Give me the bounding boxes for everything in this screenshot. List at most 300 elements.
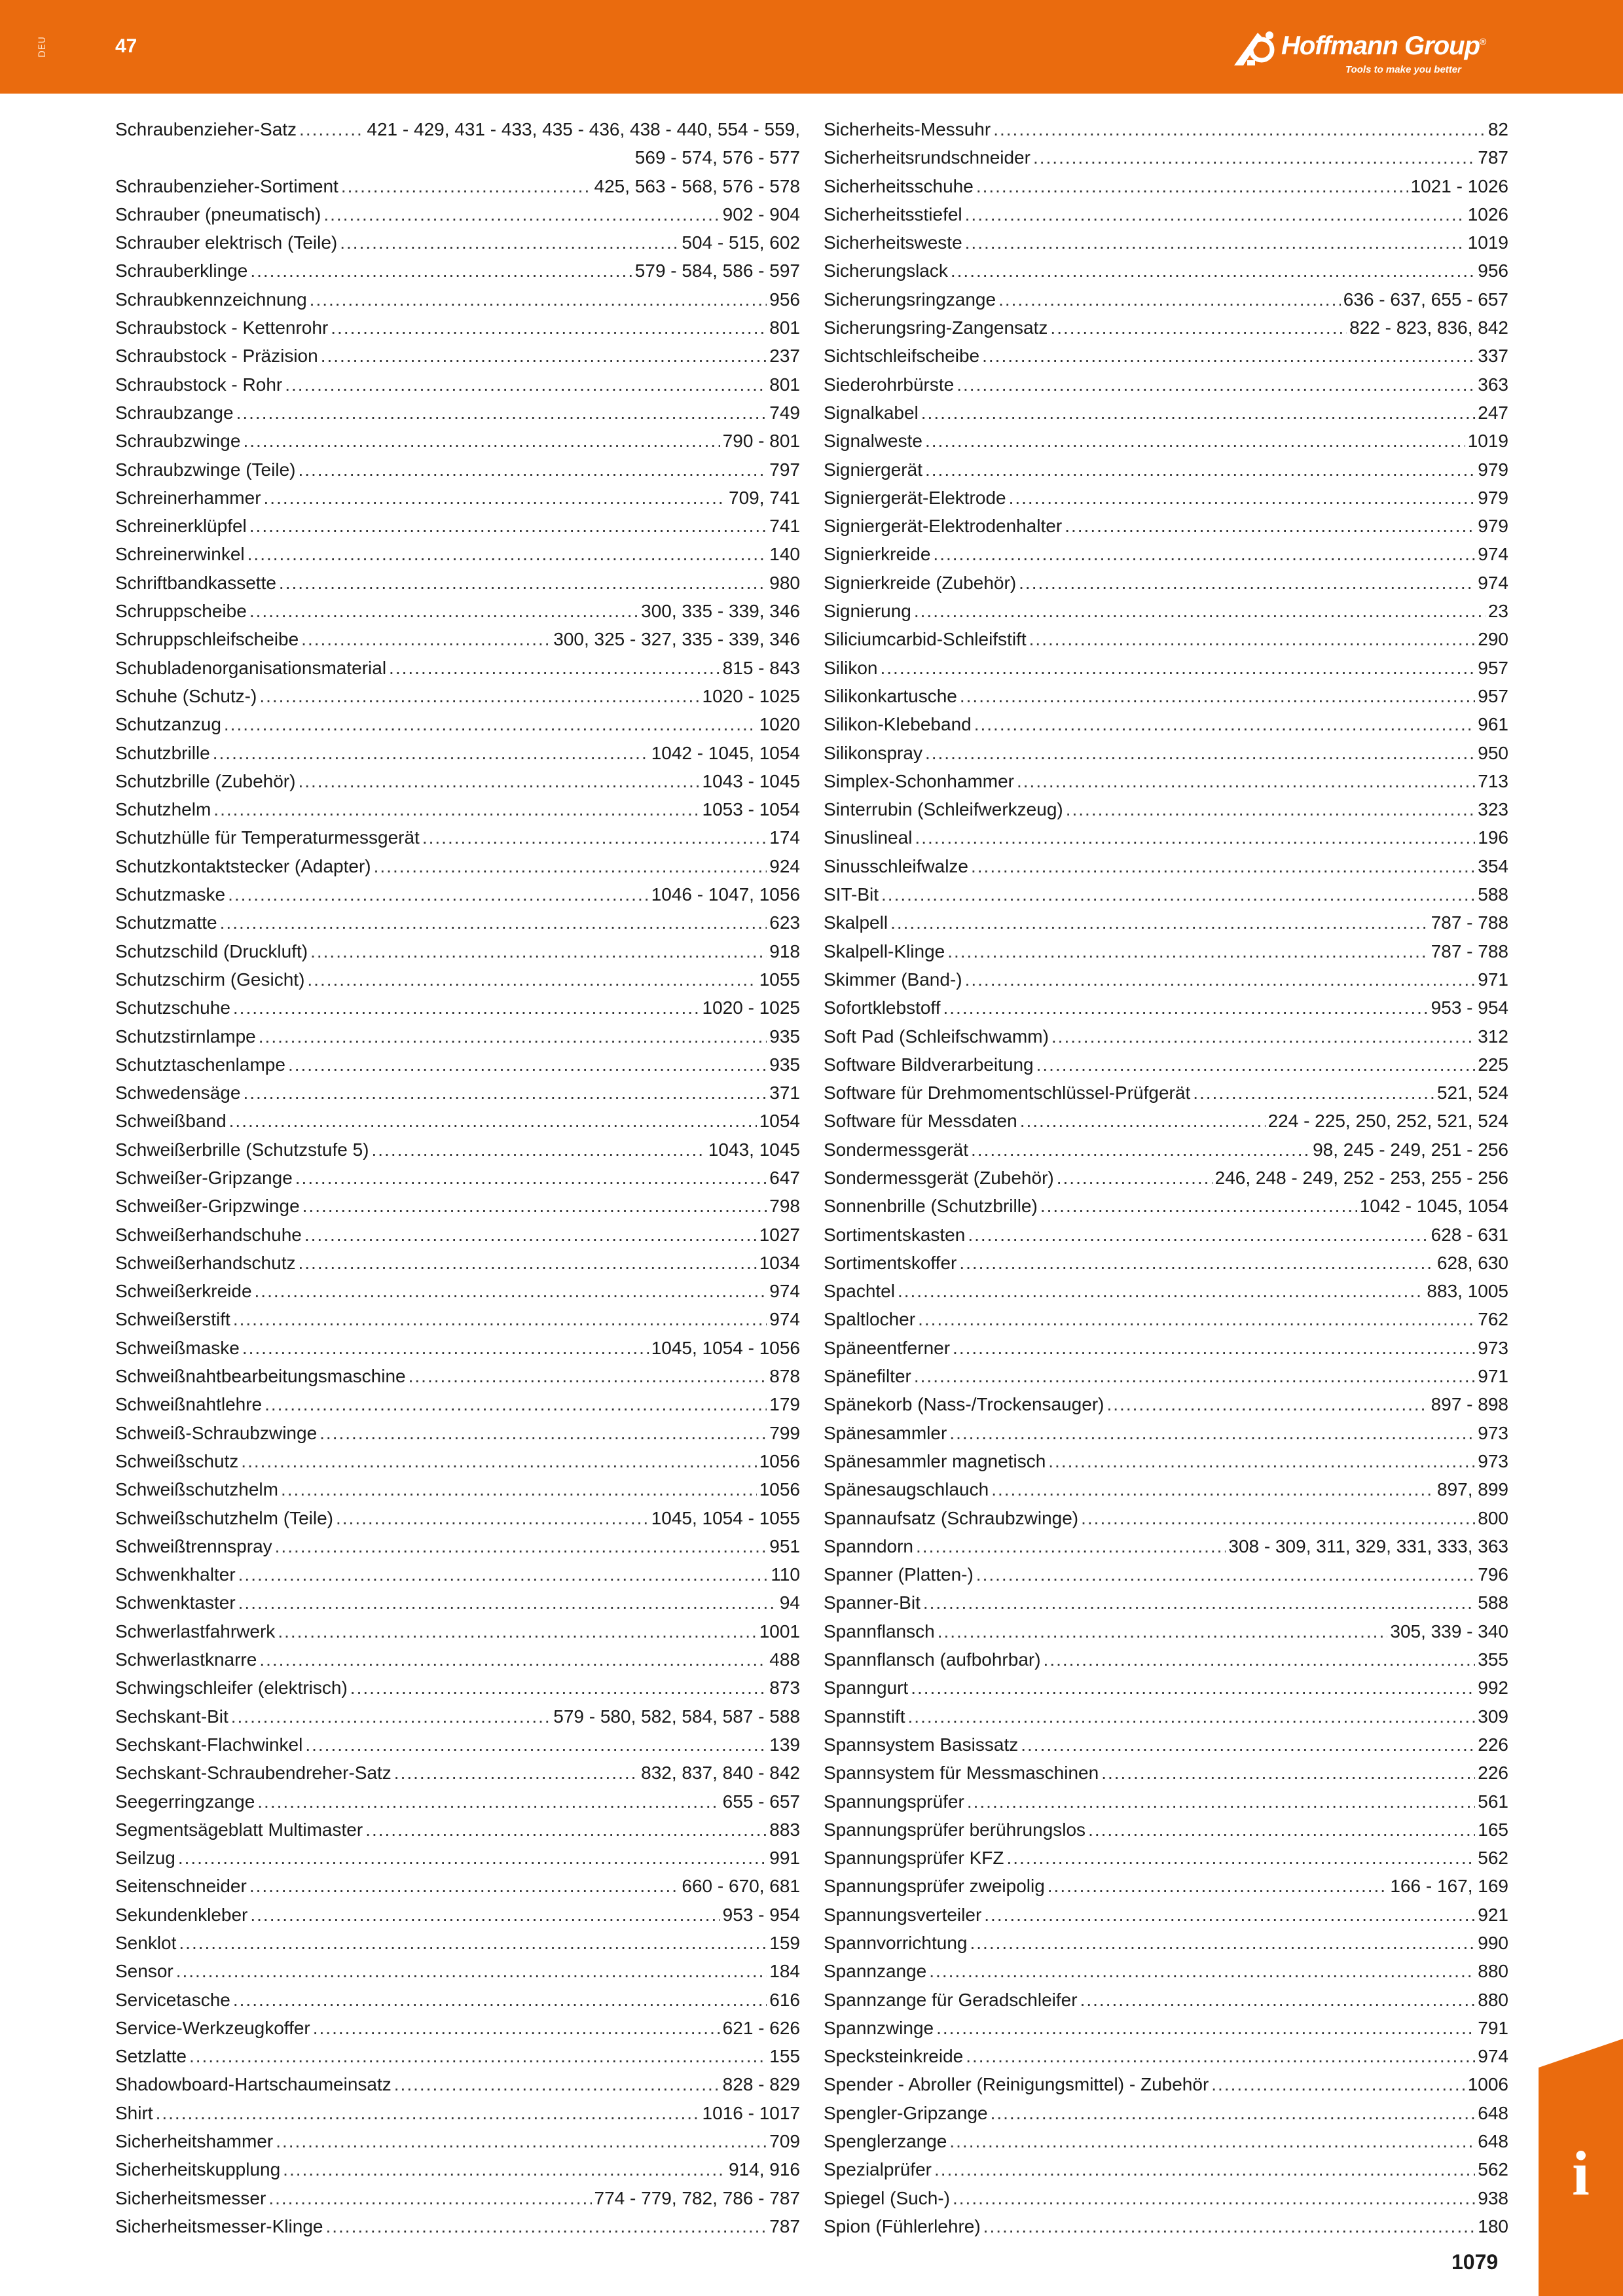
dot-leader: [943, 994, 1428, 1022]
dot-leader: [916, 1532, 1226, 1560]
dot-leader: [264, 1390, 767, 1418]
dot-leader: [918, 1305, 1475, 1333]
index-pages: 1053 - 1054: [702, 799, 800, 820]
index-entry: [824, 1901, 1508, 1929]
index-term: Schruppschleifscheibe: [115, 629, 299, 650]
index-term: Schweißtrennspray: [115, 1535, 272, 1556]
index-entry: [115, 1674, 800, 1702]
index-pages: 956: [769, 289, 800, 310]
index-entry: [824, 1136, 1508, 1164]
index-pages: 974: [769, 1281, 800, 1302]
index-entry: [115, 1532, 800, 1560]
index-term: Schwingschleifer (elektrisch): [115, 1677, 348, 1698]
index-term: Sechskant-Schraubendreher-Satz: [115, 1763, 392, 1784]
index-term: Sechskant-Bit: [115, 1706, 228, 1727]
index-term: Sicherungsringzange: [824, 289, 996, 310]
index-entry: [824, 908, 1508, 937]
index-pages: 709, 741: [729, 487, 800, 508]
dot-leader: [925, 427, 1465, 455]
index-entry: [115, 342, 800, 370]
index-entry: [824, 1221, 1508, 1249]
dot-leader: [1048, 1447, 1475, 1475]
index-pages: 921: [1478, 1904, 1508, 1925]
dot-leader: [991, 2099, 1476, 2127]
index-term: Schwenktaster: [115, 1592, 236, 1613]
dot-leader: [1065, 512, 1475, 540]
index-pages: 787 - 788: [1431, 941, 1508, 961]
dot-leader: [938, 1617, 1388, 1645]
dot-leader: [1050, 314, 1347, 342]
index-pages: 1027: [759, 1224, 800, 1245]
index-term: Signierkreide (Zubehör): [824, 572, 1017, 593]
index-pages: 648: [1478, 2131, 1508, 2152]
dot-leader: [914, 1362, 1475, 1390]
info-icon: i: [1572, 2138, 1590, 2208]
index-entry: [824, 1787, 1508, 1816]
index-pages: 323: [1478, 799, 1508, 820]
index-term: Sicherheitsstiefel: [824, 204, 962, 224]
index-entry: [115, 1221, 800, 1249]
index-term: Skimmer (Band-): [824, 969, 962, 990]
index-entry: [824, 937, 1508, 965]
index-pages: 139: [769, 1734, 800, 1755]
index-term: Schutzschuhe: [115, 997, 230, 1018]
index-term: Sechskant-Flachwinkel: [115, 1734, 303, 1755]
index-pages: 1042 - 1045, 1054: [1359, 1196, 1508, 1217]
index-pages: 312: [1478, 1026, 1508, 1047]
dot-leader: [249, 597, 638, 625]
index-term: Sinterrubin (Schleifwerkzeug): [824, 799, 1063, 820]
index-pages: 660 - 670, 681: [682, 1876, 800, 1897]
index-pages: 971: [1478, 969, 1508, 990]
index-pages: 1016 - 1017: [702, 2102, 800, 2123]
index-pages: 796: [1478, 1564, 1508, 1585]
dot-leader: [279, 569, 767, 597]
index-term: Schutzbrille (Zubehör): [115, 770, 296, 791]
index-pages: 791: [1478, 2017, 1508, 2038]
dot-leader: [299, 115, 364, 143]
index-pages: 973: [1478, 1450, 1508, 1471]
index-pages: 961: [1478, 714, 1508, 735]
dot-leader: [1051, 1022, 1475, 1050]
dot-leader: [275, 1532, 767, 1560]
index-pages: 636 - 637, 655 - 657: [1343, 289, 1508, 310]
index-term: Schraubzwinge (Teile): [115, 459, 296, 480]
dot-leader: [1009, 484, 1476, 512]
dot-leader: [313, 2014, 720, 2042]
index-term: Schraubkennzeichnung: [115, 289, 307, 310]
index-entry: [824, 2155, 1508, 2183]
index-pages: 579 - 584, 586 - 597: [634, 260, 800, 281]
index-pages: 1042 - 1045, 1054: [651, 742, 800, 763]
dot-leader: [1017, 767, 1475, 795]
dot-leader: [951, 257, 1475, 285]
index-term: Signalweste: [824, 431, 922, 452]
index-term: Schutzhülle für Temperaturmessgerät: [115, 827, 420, 848]
index-pages: 1043, 1045: [708, 1139, 800, 1160]
index-entry: [115, 654, 800, 682]
index-entry: [115, 1107, 800, 1135]
index-entry: [115, 1901, 800, 1929]
index-pages: 94: [779, 1592, 800, 1613]
index-pages: 741: [769, 516, 800, 537]
index-term: Software für Messdaten: [824, 1111, 1017, 1132]
index-pages: 623: [769, 912, 800, 933]
index-pages: 799: [769, 1422, 800, 1443]
index-pages: 588: [1478, 1592, 1508, 1613]
index-entry: [115, 965, 800, 994]
dot-leader: [921, 399, 1476, 427]
index-entry: [824, 1532, 1508, 1560]
index-pages: 790 - 801: [722, 431, 800, 452]
dot-leader: [298, 1249, 756, 1277]
index-entry: [824, 852, 1508, 880]
index-pages: 897 - 898: [1431, 1394, 1508, 1415]
dot-leader: [960, 682, 1475, 710]
dot-leader: [966, 2042, 1475, 2070]
index-pages: 226: [1478, 1734, 1508, 1755]
index-pages: 979: [1478, 487, 1508, 508]
index-pages: 1019: [1467, 431, 1508, 452]
dot-leader: [1081, 1504, 1475, 1532]
index-entry: [824, 1277, 1508, 1305]
dot-leader: [323, 200, 720, 228]
index-entry: [115, 285, 800, 314]
dot-leader: [965, 200, 1465, 228]
dot-leader: [220, 908, 767, 937]
index-pages: 801: [769, 374, 800, 395]
index-pages: 924: [769, 855, 800, 876]
index-entry: [115, 625, 800, 653]
dot-leader: [984, 1901, 1475, 1929]
index-term: Silikon: [824, 657, 878, 678]
index-pages: 521, 524: [1437, 1083, 1508, 1103]
index-term: Service-Werkzeugkoffer: [115, 2017, 310, 2038]
index-entry: [824, 1702, 1508, 1731]
index-entry: [115, 1022, 800, 1050]
index-entry: [824, 399, 1508, 427]
index-entry: [824, 1475, 1508, 1503]
index-term: Spanndorn: [824, 1535, 914, 1556]
index-entry: [115, 852, 800, 880]
index-entry: [824, 1419, 1508, 1447]
index-pages: 179: [769, 1394, 800, 1415]
index-entry: [824, 2184, 1508, 2212]
dot-leader: [247, 540, 767, 568]
dot-leader: [228, 880, 649, 908]
index-entry: [115, 257, 800, 285]
index-entry: [824, 200, 1508, 228]
dot-leader: [1021, 1731, 1475, 1759]
index-pages: 1043 - 1045: [702, 770, 800, 791]
index-entry: [824, 314, 1508, 342]
index-pages: 878: [769, 1366, 800, 1387]
index-pages: 1055: [759, 969, 800, 990]
index-pages: 1006: [1467, 2074, 1508, 2095]
dot-leader: [925, 739, 1475, 767]
index-pages: 980: [769, 572, 800, 593]
index-pages: 98, 245 - 249, 251 - 256: [1313, 1139, 1508, 1160]
index-entry: [824, 115, 1508, 143]
index-pages: 883, 1005: [1427, 1281, 1508, 1302]
index-term: Spengler-Gripzange: [824, 2102, 988, 2123]
index-pages: 155: [769, 2046, 800, 2067]
index-term: Skalpell: [824, 912, 888, 933]
index-term: Seilzug: [115, 1848, 175, 1869]
dot-leader: [340, 228, 679, 257]
index-term: Senklot: [115, 1933, 177, 1953]
index-pages: 110: [771, 1564, 800, 1585]
index-entry: [115, 1419, 800, 1447]
index-entry: [824, 2070, 1508, 2098]
index-term: Spannungsverteiler: [824, 1904, 982, 1925]
dot-leader: [268, 2184, 591, 2212]
index-pages: 974: [1478, 572, 1508, 593]
index-entry: [115, 823, 800, 852]
index-term: Spannsystem Basissatz: [824, 1734, 1019, 1755]
dot-leader: [911, 1674, 1475, 1702]
index-term: Schruppscheibe: [115, 601, 247, 622]
dot-leader: [310, 937, 767, 965]
index-pages: 1034: [759, 1252, 800, 1273]
index-pages: 815 - 843: [722, 657, 800, 678]
index-entry: [824, 1107, 1508, 1135]
index-term: Spannflansch: [824, 1621, 935, 1641]
dot-leader: [970, 1929, 1475, 1957]
index-pages: 504 - 515, 602: [682, 232, 800, 253]
dot-leader: [936, 2014, 1475, 2042]
dot-leader: [233, 1986, 767, 2014]
index-term: Schraubzwinge: [115, 431, 241, 452]
dot-leader: [983, 2212, 1476, 2240]
index-term: Schutzmaske: [115, 884, 226, 905]
index-pages: 914, 916: [729, 2159, 800, 2180]
dot-leader: [189, 2042, 767, 2070]
index-entry: [115, 1277, 800, 1305]
index-entry: [115, 2042, 800, 2070]
index-term: Seitenschneider: [115, 1876, 247, 1897]
dot-leader: [914, 597, 1486, 625]
index-term: Schraubenzieher-Sortiment: [115, 175, 338, 196]
dot-leader: [238, 1588, 777, 1617]
index-pages: 628, 630: [1437, 1252, 1508, 1273]
index-pages: 953 - 954: [722, 1904, 800, 1925]
index-entry: [824, 1731, 1508, 1759]
dot-leader: [259, 682, 699, 710]
index-entry: [115, 1050, 800, 1079]
index-entry: [115, 456, 800, 484]
index-entry: [115, 1645, 800, 1674]
index-pages: 1045, 1054 - 1055: [651, 1507, 800, 1528]
dot-leader: [255, 1277, 767, 1305]
dot-leader: [976, 1560, 1475, 1588]
index-entry: [824, 965, 1508, 994]
dot-leader: [233, 994, 700, 1022]
dot-leader: [1057, 1164, 1213, 1192]
index-term: Software Bildverarbeitung: [824, 1054, 1034, 1075]
index-entry: [115, 1731, 800, 1759]
index-entry: [115, 427, 800, 455]
index-term: Schwenkhalter: [115, 1564, 236, 1585]
index-term: Sicherheitsweste: [824, 232, 962, 253]
index-entry: [824, 1560, 1508, 1588]
dot-leader: [965, 965, 1476, 994]
dot-leader: [304, 1221, 757, 1249]
index-pages: 225: [1478, 1054, 1508, 1075]
index-term: Sicherheitskupplung: [115, 2159, 281, 2180]
index-term: Schutzanzug: [115, 714, 221, 735]
index-entry: [115, 1079, 800, 1107]
index-entry: [824, 257, 1508, 285]
index-pages: 290: [1478, 629, 1508, 650]
dot-leader: [1019, 569, 1475, 597]
index-pages: 762: [1478, 1309, 1508, 1330]
index-term: Spannflansch (aufbohrbar): [824, 1649, 1041, 1670]
dot-leader: [371, 1136, 705, 1164]
index-entry: [824, 739, 1508, 767]
index-pages: 616: [769, 1989, 800, 2010]
index-pages: 992: [1478, 1677, 1508, 1698]
index-term: Schraubstock - Kettenrohr: [115, 317, 329, 338]
index-entry: [115, 2014, 800, 2042]
dot-leader: [179, 1929, 767, 1957]
dot-leader: [993, 115, 1486, 143]
dot-leader: [281, 1475, 757, 1503]
dot-leader: [1066, 795, 1476, 823]
index-pages: 974: [1478, 2046, 1508, 2067]
index-term: Spanngurt: [824, 1677, 909, 1698]
dot-leader: [241, 1447, 756, 1475]
index-term: Schreinerwinkel: [115, 544, 245, 565]
index-term: Schweißer-Gripzange: [115, 1167, 293, 1188]
index-pages: 918: [769, 941, 800, 961]
index-term: Schraubenzieher-Satz: [115, 119, 297, 139]
index-entry: [824, 1844, 1508, 1872]
dot-leader: [971, 1136, 1310, 1164]
index-pages: 990: [1478, 1933, 1508, 1953]
index-term: Schrauberklinge: [115, 260, 248, 281]
dot-leader: [915, 823, 1475, 852]
index-term: Signierkreide: [824, 544, 931, 565]
dot-leader: [264, 484, 726, 512]
index-entry: [115, 228, 800, 257]
index-term: Schraubzange: [115, 402, 234, 423]
index-entry: [824, 484, 1508, 512]
index-entry: [115, 399, 800, 427]
index-entry: [115, 1702, 800, 1731]
index-term: Schutzkontaktstecker (Adapter): [115, 855, 371, 876]
index-term: Schriftbandkassette: [115, 572, 276, 593]
index-term: Schraubstock - Rohr: [115, 374, 283, 395]
index-pages: 562: [1478, 2159, 1508, 2180]
index-entry: [115, 710, 800, 738]
index-pages: 979: [1478, 516, 1508, 537]
dot-leader: [310, 285, 767, 314]
dot-leader: [1106, 1390, 1428, 1418]
dot-leader: [233, 1305, 767, 1333]
dot-leader: [925, 456, 1475, 484]
index-pages: 23: [1487, 601, 1508, 622]
index-term: Spannsystem für Messmaschinen: [824, 1763, 1099, 1784]
index-term: Sicherungsring-Zangensatz: [824, 317, 1048, 338]
index-term: Software für Drehmomentschlüssel-Prüfgerät: [824, 1083, 1191, 1103]
index-entry: [115, 2099, 800, 2127]
index-term: Spanner-Bit: [824, 1592, 921, 1613]
index-pages: 246, 248 - 249, 252 - 253, 255 - 256: [1214, 1167, 1508, 1188]
index-term: Soft Pad (Schleifschwamm): [824, 1026, 1049, 1047]
index-entry: [115, 2184, 800, 2212]
index-pages: 797: [769, 459, 800, 480]
dot-leader: [1036, 1050, 1476, 1079]
index-pages: 184: [769, 1961, 800, 1982]
index-term: Spannvorrichtung: [824, 1933, 968, 1953]
index-pages: 801: [769, 317, 800, 338]
index-entry: [824, 1022, 1508, 1050]
index-entry: [824, 1617, 1508, 1645]
index-term: Siederohrbürste: [824, 374, 955, 395]
dot-leader: [285, 370, 767, 399]
dot-leader: [394, 2070, 720, 2098]
index-entry: [824, 1872, 1508, 1900]
index-entry: [115, 937, 800, 965]
index-term: Spänesaugschlauch: [824, 1479, 989, 1500]
index-pages: 309: [1478, 1706, 1508, 1727]
index-entry: [115, 994, 800, 1022]
index-term: Silikonkartusche: [824, 685, 957, 706]
index-pages: 873: [769, 1677, 800, 1698]
index-term: Spannungsprüfer: [824, 1791, 964, 1812]
index-entry: [824, 994, 1508, 1022]
index-entry: [115, 2212, 800, 2240]
index-entry: [115, 1787, 800, 1816]
index-entry: [115, 370, 800, 399]
dot-leader: [422, 823, 767, 852]
index-term: Schweißnahtlehre: [115, 1394, 263, 1415]
dot-leader: [276, 2127, 767, 2155]
index-term: Sicherheitsschuhe: [824, 175, 974, 196]
index-term: Silikonspray: [824, 742, 922, 763]
index-entry: [824, 456, 1508, 484]
dot-leader: [982, 342, 1475, 370]
index-entry: [824, 682, 1508, 710]
index-term: Schweißschutzhelm: [115, 1479, 278, 1500]
index-term: Spannungsprüfer zweipolig: [824, 1876, 1045, 1897]
dot-leader: [295, 1164, 767, 1192]
index-pages: 880: [1478, 1989, 1508, 2010]
dot-leader: [249, 1872, 680, 1900]
dot-leader: [278, 1617, 756, 1645]
dot-leader: [933, 540, 1475, 568]
index-entry: [824, 172, 1508, 200]
index-pages: 951: [769, 1535, 800, 1556]
dot-leader: [953, 1334, 1475, 1362]
index-pages: 991: [769, 1848, 800, 1869]
dot-leader: [213, 795, 699, 823]
dot-leader: [394, 1759, 638, 1787]
index-pages: 828 - 829: [722, 2074, 800, 2095]
index-term: Spänefilter: [824, 1366, 911, 1387]
index-entry: [824, 228, 1508, 257]
index-pages: 363: [1478, 374, 1508, 395]
index-pages: 226: [1478, 1763, 1508, 1784]
index-term: Schreinerklüpfel: [115, 516, 247, 537]
index-term: Sicherheitsrundschneider: [824, 147, 1030, 168]
index-entry: [115, 767, 800, 795]
index-entry: [115, 512, 800, 540]
index-pages: 354: [1478, 855, 1508, 876]
index-entry: [115, 795, 800, 823]
dot-leader: [1048, 1872, 1388, 1900]
